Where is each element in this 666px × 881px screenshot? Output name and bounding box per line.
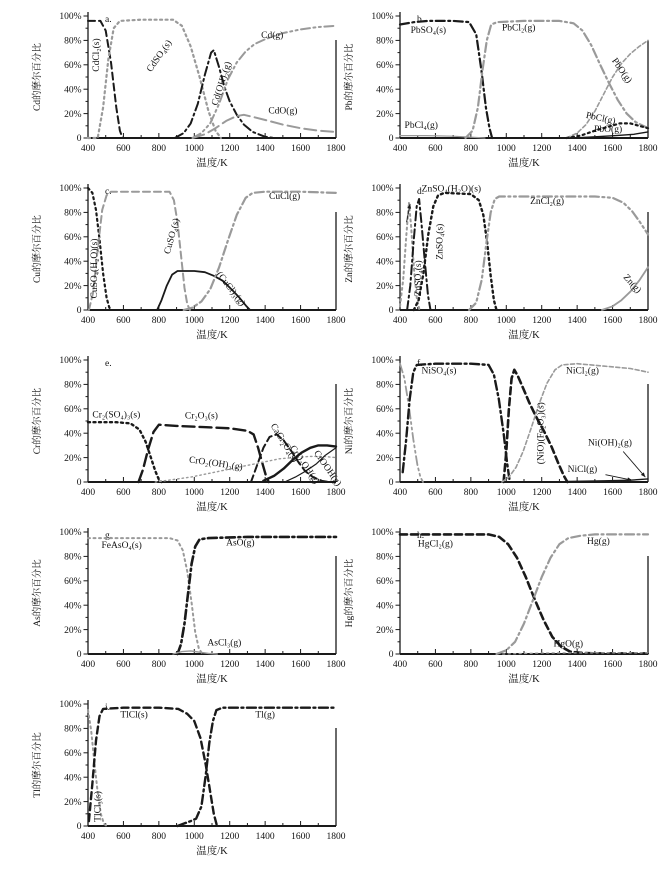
curve-NiSO₄(s)	[403, 364, 510, 482]
x-tick-label: 600	[116, 144, 131, 154]
subplot-c-cu	[28, 178, 350, 350]
x-tick-label: 1400	[255, 144, 275, 154]
x-tick-label: 1200	[220, 488, 240, 498]
chart-h	[340, 522, 662, 694]
x-tick-label: 600	[116, 832, 131, 842]
x-tick-label: 1400	[255, 488, 275, 498]
x-axis-title: 温度/K	[196, 674, 228, 685]
species-label: TlCl(s)	[120, 710, 148, 721]
species-label: (NiO)(Fe₂O₃)(s)	[536, 402, 547, 465]
species-label: PbCl₄(g)	[404, 121, 438, 132]
curve-ZnCl₂(g)	[469, 197, 648, 311]
x-tick-label: 1000	[184, 316, 204, 326]
y-tick-label: 100%	[371, 12, 394, 23]
species-label: HgCl₂(g)	[417, 539, 453, 550]
y-tick-label: 20%	[376, 109, 394, 120]
x-tick-label: 1400	[255, 660, 275, 670]
x-tick-label: 1800	[326, 660, 346, 670]
y-tick-label: 20%	[376, 625, 394, 636]
species-label: (CuCl)₃(g)	[213, 270, 247, 309]
y-tick-label: 40%	[64, 429, 82, 440]
x-tick-label: 1200	[220, 832, 240, 842]
species-label: HgO(g)	[553, 639, 584, 650]
x-tick-label: 1800	[326, 832, 346, 842]
species-label: CdSO₄(s)	[145, 38, 175, 75]
y-tick-label: 60%	[64, 749, 82, 759]
x-tick-label: 600	[116, 316, 131, 326]
x-tick-label: 1800	[638, 144, 658, 154]
species-label: NiSO₄(s)	[421, 366, 457, 377]
x-tick-label: 400	[80, 660, 96, 670]
y-tick-label: 80%	[376, 208, 394, 219]
species-label: PbO(g)	[594, 124, 623, 135]
y-axis-title: Cd的摩尔百分比	[33, 42, 43, 112]
x-tick-label: 1400	[567, 316, 587, 326]
x-tick-label: 400	[392, 660, 408, 670]
y-tick-label: 100%	[59, 184, 82, 195]
species-label: CdO(g)	[268, 106, 298, 117]
x-tick-label: 1800	[326, 144, 346, 154]
y-tick-label: 0	[76, 822, 82, 833]
x-tick-label: 1800	[638, 316, 658, 326]
x-tick-label: 400	[392, 144, 408, 154]
panel-letter: b.	[417, 15, 425, 25]
x-tick-label: 1000	[496, 660, 516, 670]
x-axis-title: 温度/K	[196, 502, 228, 513]
species-label: AsCl₃(g)	[207, 638, 242, 649]
subplot-b-pb	[340, 6, 662, 178]
y-tick-label: 60%	[376, 233, 394, 243]
panel-letter: h.	[417, 531, 425, 541]
subplot-h-hg	[340, 522, 662, 694]
species-label: Cd(g)	[261, 30, 284, 41]
curve-FeAsO₄(s)	[88, 538, 202, 654]
species-label: Zn(g)	[620, 272, 643, 296]
curve-CuSO₄(s)	[89, 192, 190, 310]
species-label: Cr₂(SO₄)₃(s)	[92, 410, 141, 421]
y-tick-label: 40%	[64, 85, 82, 96]
curve-ZnSO₄(s)	[414, 193, 497, 310]
x-tick-label: 1000	[184, 144, 204, 154]
x-tick-label: 1600	[603, 488, 623, 498]
x-tick-label: 800	[463, 144, 478, 154]
y-tick-label: 100%	[371, 356, 394, 367]
species-label: PbO(g)	[609, 56, 634, 86]
species-label: CuSO₄(H₂O)(s)	[90, 238, 101, 299]
species-label: CaCr₂O₄(s)	[267, 421, 300, 465]
species-label: TlCl₃(s)	[93, 791, 104, 822]
subplot-f-ni	[340, 350, 662, 522]
x-tick-label: 400	[392, 316, 408, 326]
y-tick-label: 0	[388, 134, 394, 145]
y-tick-label: 60%	[64, 233, 82, 243]
y-tick-label: 40%	[376, 257, 394, 268]
panel-letter: e.	[105, 359, 112, 369]
x-tick-label: 600	[428, 144, 443, 154]
x-axis-title: 温度/K	[508, 330, 540, 341]
x-axis-title: 温度/K	[508, 158, 540, 169]
x-axis-title: 温度/K	[508, 502, 540, 513]
y-tick-label: 80%	[64, 552, 82, 563]
subplot-g-as	[28, 522, 350, 694]
panel-letter: f.	[417, 359, 423, 369]
species-label: NiCl₂(g)	[566, 366, 599, 377]
x-tick-label: 800	[151, 316, 166, 326]
species-label: Hg(g)	[587, 537, 610, 548]
x-axis-title: 温度/K	[508, 674, 540, 685]
y-tick-label: 40%	[64, 601, 82, 612]
x-tick-label: 1400	[567, 660, 587, 670]
species-label: CrO₂OH(g)	[287, 443, 321, 487]
curve-PbCl₂(g)	[466, 21, 649, 138]
x-axis-title: 温度/K	[196, 158, 228, 169]
y-tick-label: 0	[76, 134, 82, 145]
chart-e	[28, 350, 350, 522]
species-label: ZnSO₄(H₂O)(s)	[421, 184, 482, 195]
chart-d	[340, 178, 662, 350]
x-tick-label: 1200	[220, 144, 240, 154]
x-tick-label: 1400	[567, 144, 587, 154]
species-label: NiCl(g)	[567, 465, 598, 476]
x-tick-label: 1400	[567, 488, 587, 498]
species-label: ZnSO₄(s)	[414, 260, 425, 297]
species-label: Tl(g)	[255, 710, 275, 721]
x-tick-label: 800	[463, 660, 478, 670]
species-label: PbCl₂(g)	[501, 23, 536, 34]
y-tick-label: 60%	[376, 577, 394, 587]
curve-CdSO₄(s)	[88, 20, 221, 138]
y-tick-label: 100%	[59, 356, 82, 367]
y-tick-label: 80%	[64, 380, 82, 391]
y-axis-title: Hg的摩尔百分比	[345, 558, 355, 628]
x-tick-label: 400	[80, 316, 96, 326]
x-tick-label: 1600	[603, 144, 623, 154]
x-tick-label: 1000	[184, 832, 204, 842]
y-tick-label: 100%	[59, 12, 82, 23]
x-tick-label: 1600	[291, 488, 311, 498]
species-label: CdCl₂(s)	[91, 38, 102, 72]
y-tick-label: 40%	[376, 85, 394, 96]
y-tick-label: 20%	[64, 453, 82, 464]
y-tick-label: 40%	[376, 601, 394, 612]
x-tick-label: 400	[80, 488, 96, 498]
x-tick-label: 1000	[184, 488, 204, 498]
y-tick-label: 20%	[64, 281, 82, 292]
y-tick-label: 80%	[64, 208, 82, 219]
x-tick-label: 1000	[496, 316, 516, 326]
x-tick-label: 800	[151, 660, 166, 670]
x-tick-label: 800	[151, 488, 166, 498]
annotation-arrow	[623, 452, 645, 478]
y-tick-label: 80%	[376, 552, 394, 563]
subplot-a-cd	[28, 6, 350, 178]
y-tick-label: 40%	[64, 773, 82, 784]
y-tick-label: 60%	[64, 61, 82, 71]
species-label: CuSO₄(s)	[162, 217, 183, 256]
y-tick-label: 20%	[64, 797, 82, 808]
species-label: CuCl(g)	[269, 191, 301, 202]
y-tick-label: 0	[76, 650, 82, 661]
y-tick-label: 60%	[376, 405, 394, 415]
panel-letter: a.	[105, 15, 112, 25]
curve-Tl(g)	[178, 708, 337, 826]
x-tick-label: 1400	[255, 832, 275, 842]
x-tick-label: 1600	[291, 660, 311, 670]
y-tick-label: 40%	[64, 257, 82, 268]
x-tick-label: 1800	[326, 316, 346, 326]
y-axis-title: Ni的摩尔百分比	[345, 387, 355, 455]
curve-CuCl(g)	[184, 192, 336, 310]
panel-letter: c.	[105, 187, 112, 197]
y-tick-label: 20%	[376, 281, 394, 292]
x-tick-label: 1200	[532, 660, 552, 670]
y-tick-label: 0	[388, 478, 394, 489]
y-tick-label: 60%	[64, 405, 82, 415]
species-label: ZnSO₄(s)	[435, 223, 446, 260]
curve-Hg(g)	[497, 534, 649, 654]
y-tick-label: 0	[388, 650, 394, 661]
y-tick-label: 40%	[376, 429, 394, 440]
x-tick-label: 600	[428, 660, 443, 670]
x-tick-label: 1800	[638, 660, 658, 670]
x-tick-label: 1600	[291, 832, 311, 842]
y-tick-label: 0	[76, 306, 82, 317]
y-axis-title: Tl的摩尔百分比	[33, 732, 43, 798]
curve-Cr₂O₃(s)	[139, 425, 269, 482]
curve-Cd(g)	[193, 26, 337, 138]
chart-f	[340, 350, 662, 522]
x-tick-label: 1800	[638, 488, 658, 498]
y-axis-title: Cu的摩尔百分比	[33, 214, 43, 284]
x-axis-title: 温度/K	[196, 330, 228, 341]
chart-b	[340, 6, 662, 178]
x-tick-label: 400	[80, 832, 96, 842]
panel-letter: i.	[105, 703, 111, 713]
species-label: Ni(OH)₂(g)	[587, 438, 632, 449]
chart-c	[28, 178, 350, 350]
x-tick-label: 400	[80, 144, 96, 154]
x-tick-label: 600	[428, 488, 443, 498]
x-axis-title: 温度/K	[196, 846, 228, 857]
y-tick-label: 100%	[371, 184, 394, 195]
y-tick-label: 80%	[64, 36, 82, 47]
y-tick-label: 20%	[64, 109, 82, 120]
panel-letter: g.	[105, 531, 113, 541]
x-tick-label: 1200	[532, 316, 552, 326]
y-tick-label: 100%	[59, 700, 82, 711]
x-tick-label: 800	[151, 144, 166, 154]
x-tick-label: 1400	[255, 316, 275, 326]
x-tick-label: 1600	[291, 144, 311, 154]
x-tick-label: 1200	[532, 144, 552, 154]
x-tick-label: 1800	[326, 488, 346, 498]
x-tick-label: 1000	[496, 488, 516, 498]
chart-i	[28, 694, 350, 866]
y-tick-label: 80%	[376, 380, 394, 391]
x-tick-label: 1200	[220, 316, 240, 326]
curve-AsO(g)	[178, 537, 337, 654]
y-tick-label: 0	[388, 306, 394, 317]
x-tick-label: 600	[116, 660, 131, 670]
subplot-d-zn	[340, 178, 662, 350]
y-tick-label: 20%	[376, 453, 394, 464]
y-tick-label: 100%	[59, 528, 82, 539]
x-tick-label: 1600	[603, 660, 623, 670]
x-tick-label: 800	[463, 316, 478, 326]
x-tick-label: 1600	[603, 316, 623, 326]
y-tick-label: 80%	[376, 36, 394, 47]
curve-HgCl₂(g)	[400, 534, 648, 653]
y-tick-label: 60%	[64, 577, 82, 587]
species-label: Cr₂O₃(s)	[184, 411, 218, 422]
species-label: PbSO₄(s)	[410, 26, 447, 37]
x-tick-label: 400	[392, 488, 408, 498]
x-tick-label: 1000	[184, 660, 204, 670]
chart-a	[28, 6, 350, 178]
species-label: CrO₂(OH)₂(g)	[188, 455, 244, 473]
y-axis-title: As的摩尔百分比	[33, 559, 43, 627]
y-axis-title: Pb的摩尔百分比	[345, 43, 355, 111]
species-label: Cd(OH)₂(g)	[210, 60, 234, 107]
panel-letter: d.	[417, 187, 425, 197]
species-label: PbCl(g)	[584, 110, 617, 127]
x-tick-label: 800	[463, 488, 478, 498]
x-tick-label: 1200	[220, 660, 240, 670]
subplot-e-cr	[28, 350, 350, 522]
curve-TlCl(s)	[89, 708, 217, 826]
y-axis-title: Zn的摩尔百分比	[345, 215, 355, 283]
species-label: CrOOH(g)	[311, 448, 343, 489]
y-tick-label: 100%	[371, 528, 394, 539]
x-tick-label: 1200	[532, 488, 552, 498]
chart-g	[28, 522, 350, 694]
y-tick-label: 0	[76, 478, 82, 489]
x-tick-label: 600	[428, 316, 443, 326]
y-tick-label: 60%	[376, 61, 394, 71]
y-tick-label: 80%	[64, 724, 82, 735]
y-axis-title: Cr的摩尔百分比	[33, 387, 43, 455]
species-label: AsO(g)	[226, 538, 255, 549]
y-tick-label: 20%	[64, 625, 82, 636]
x-tick-label: 1600	[291, 316, 311, 326]
x-tick-label: 1000	[496, 144, 516, 154]
curve-Cr₂(SO₄)₃(s)	[88, 422, 162, 482]
species-label: ZnCl₂(g)	[530, 196, 564, 207]
x-tick-label: 600	[116, 488, 131, 498]
x-tick-label: 800	[151, 832, 166, 842]
subplot-i-tl	[28, 694, 350, 866]
species-label: FeAsO₄(s)	[101, 540, 142, 551]
